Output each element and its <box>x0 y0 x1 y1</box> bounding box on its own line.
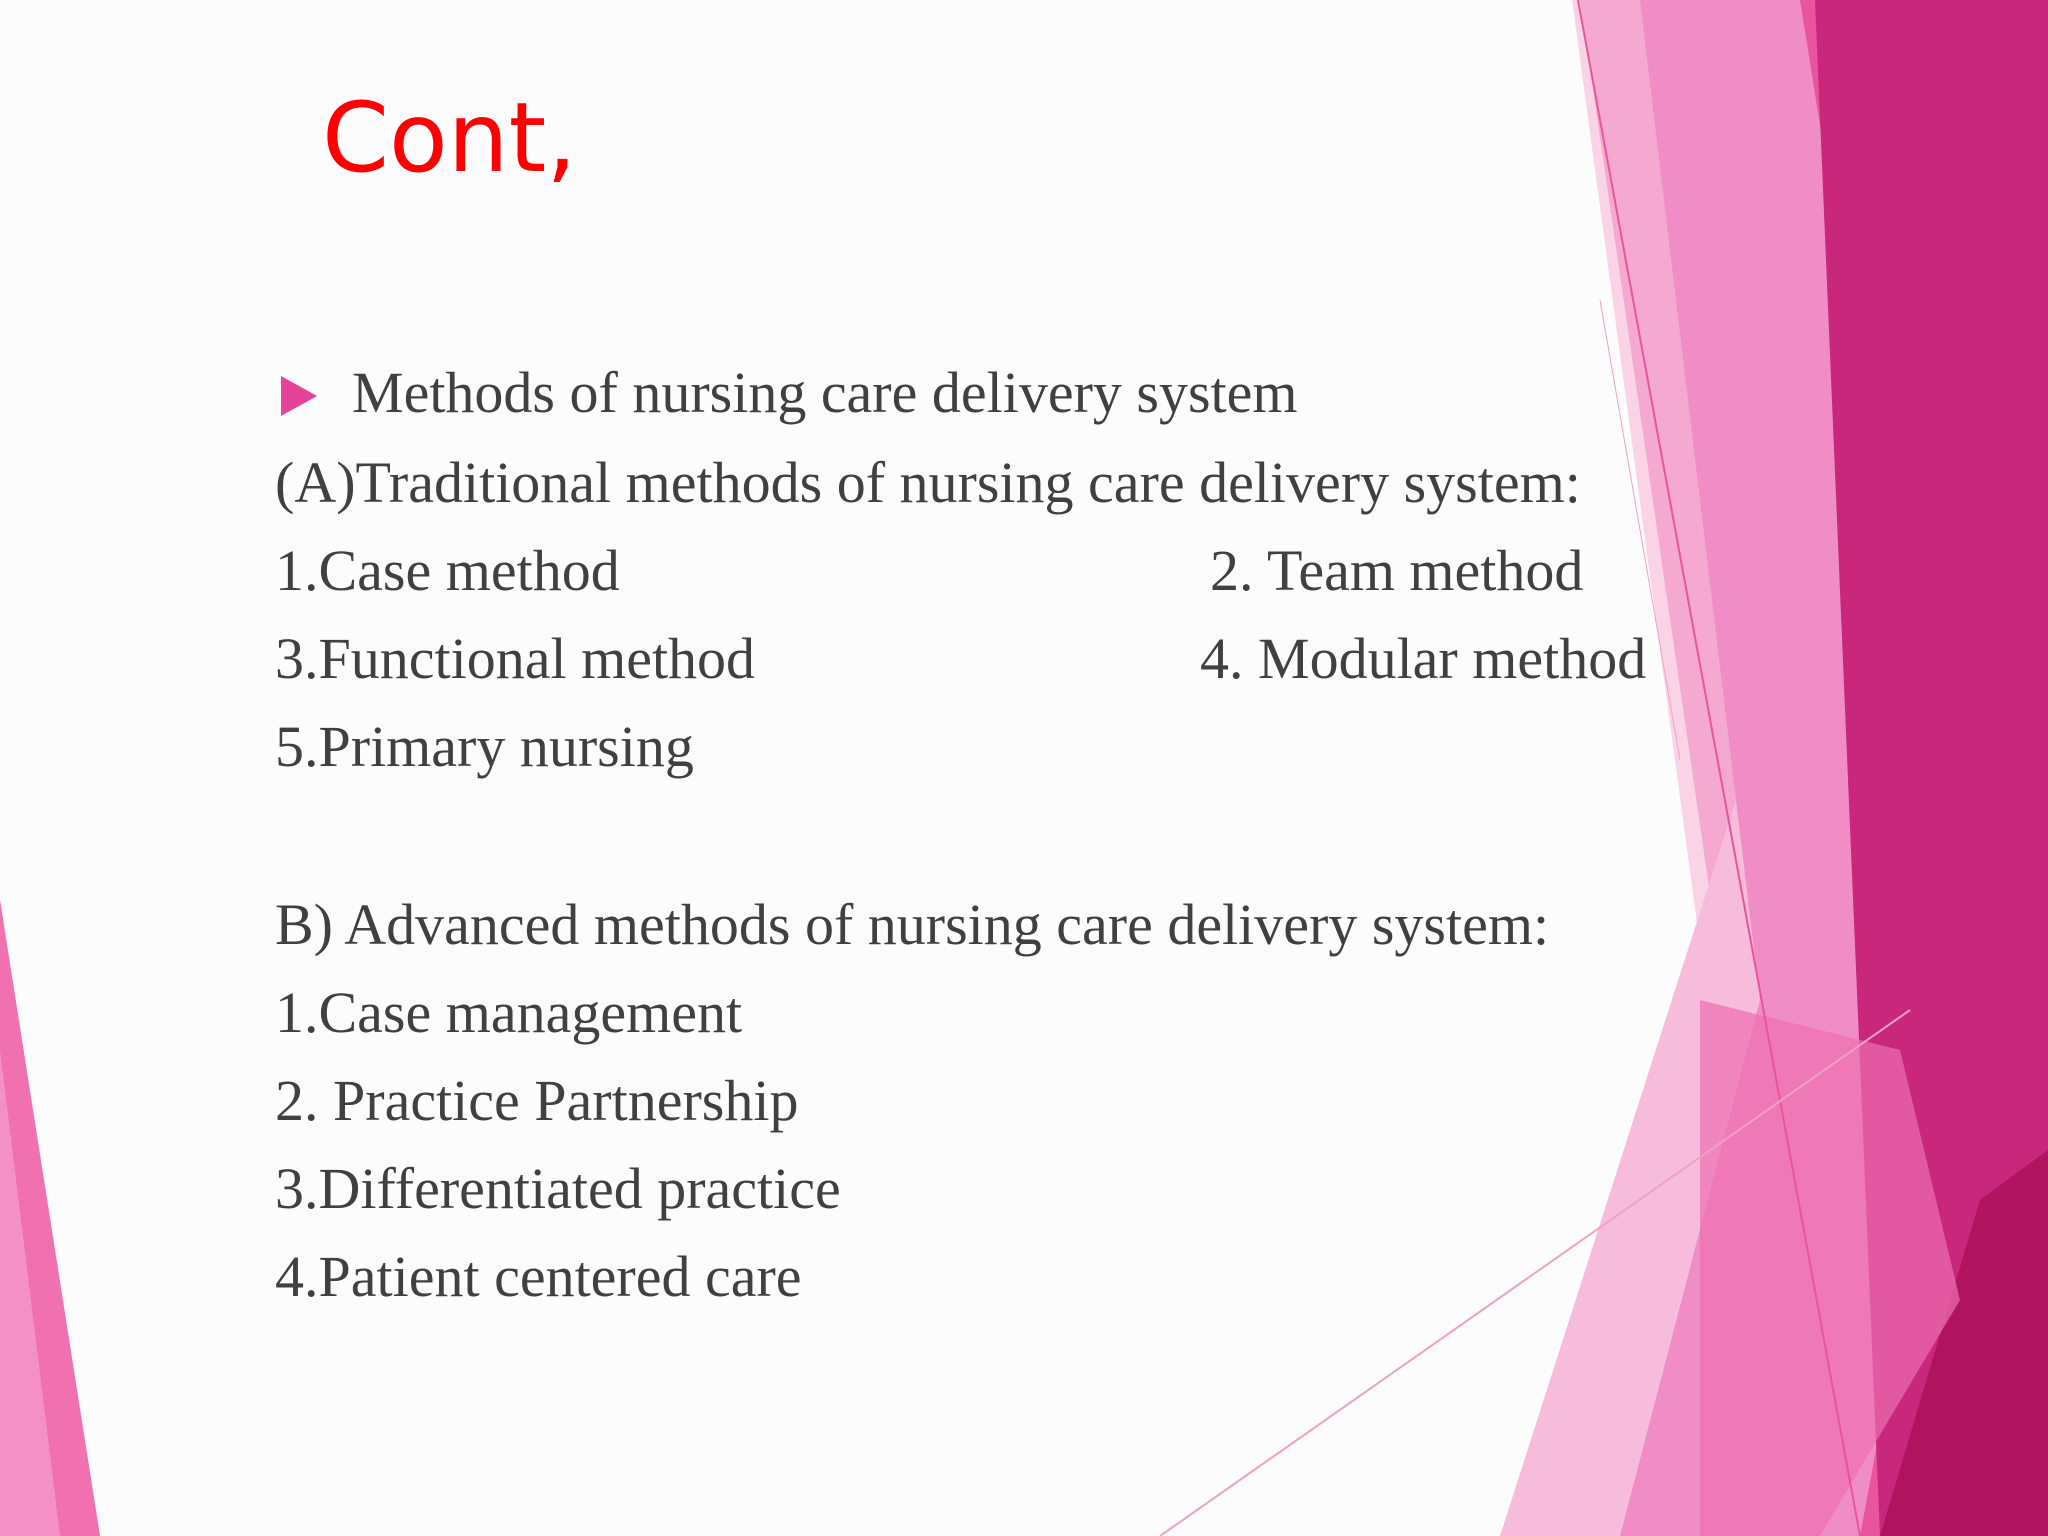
bullet-heading: Methods of nursing care delivery system <box>352 360 1298 425</box>
slide-title: Cont, <box>322 82 577 194</box>
triangle-right-icon <box>281 376 317 416</box>
advanced-item: 1.Case management <box>275 980 743 1045</box>
traditional-item: 1.Case method <box>275 538 620 603</box>
advanced-item: 3.Differentiated practice <box>275 1156 841 1221</box>
traditional-item: 3.Functional method <box>275 626 756 691</box>
traditional-item: 2. Team method <box>1210 538 1584 603</box>
traditional-item: 4. Modular method <box>1200 626 1647 691</box>
advanced-item: 2. Practice Partnership <box>275 1068 799 1133</box>
traditional-item: 5.Primary nursing <box>275 714 694 779</box>
advanced-heading: B) Advanced methods of nursing care delivery system: <box>275 892 1550 957</box>
advanced-item: 4.Patient centered care <box>275 1244 802 1309</box>
traditional-heading: (A)Traditional methods of nursing care delivery system: <box>275 450 1581 515</box>
